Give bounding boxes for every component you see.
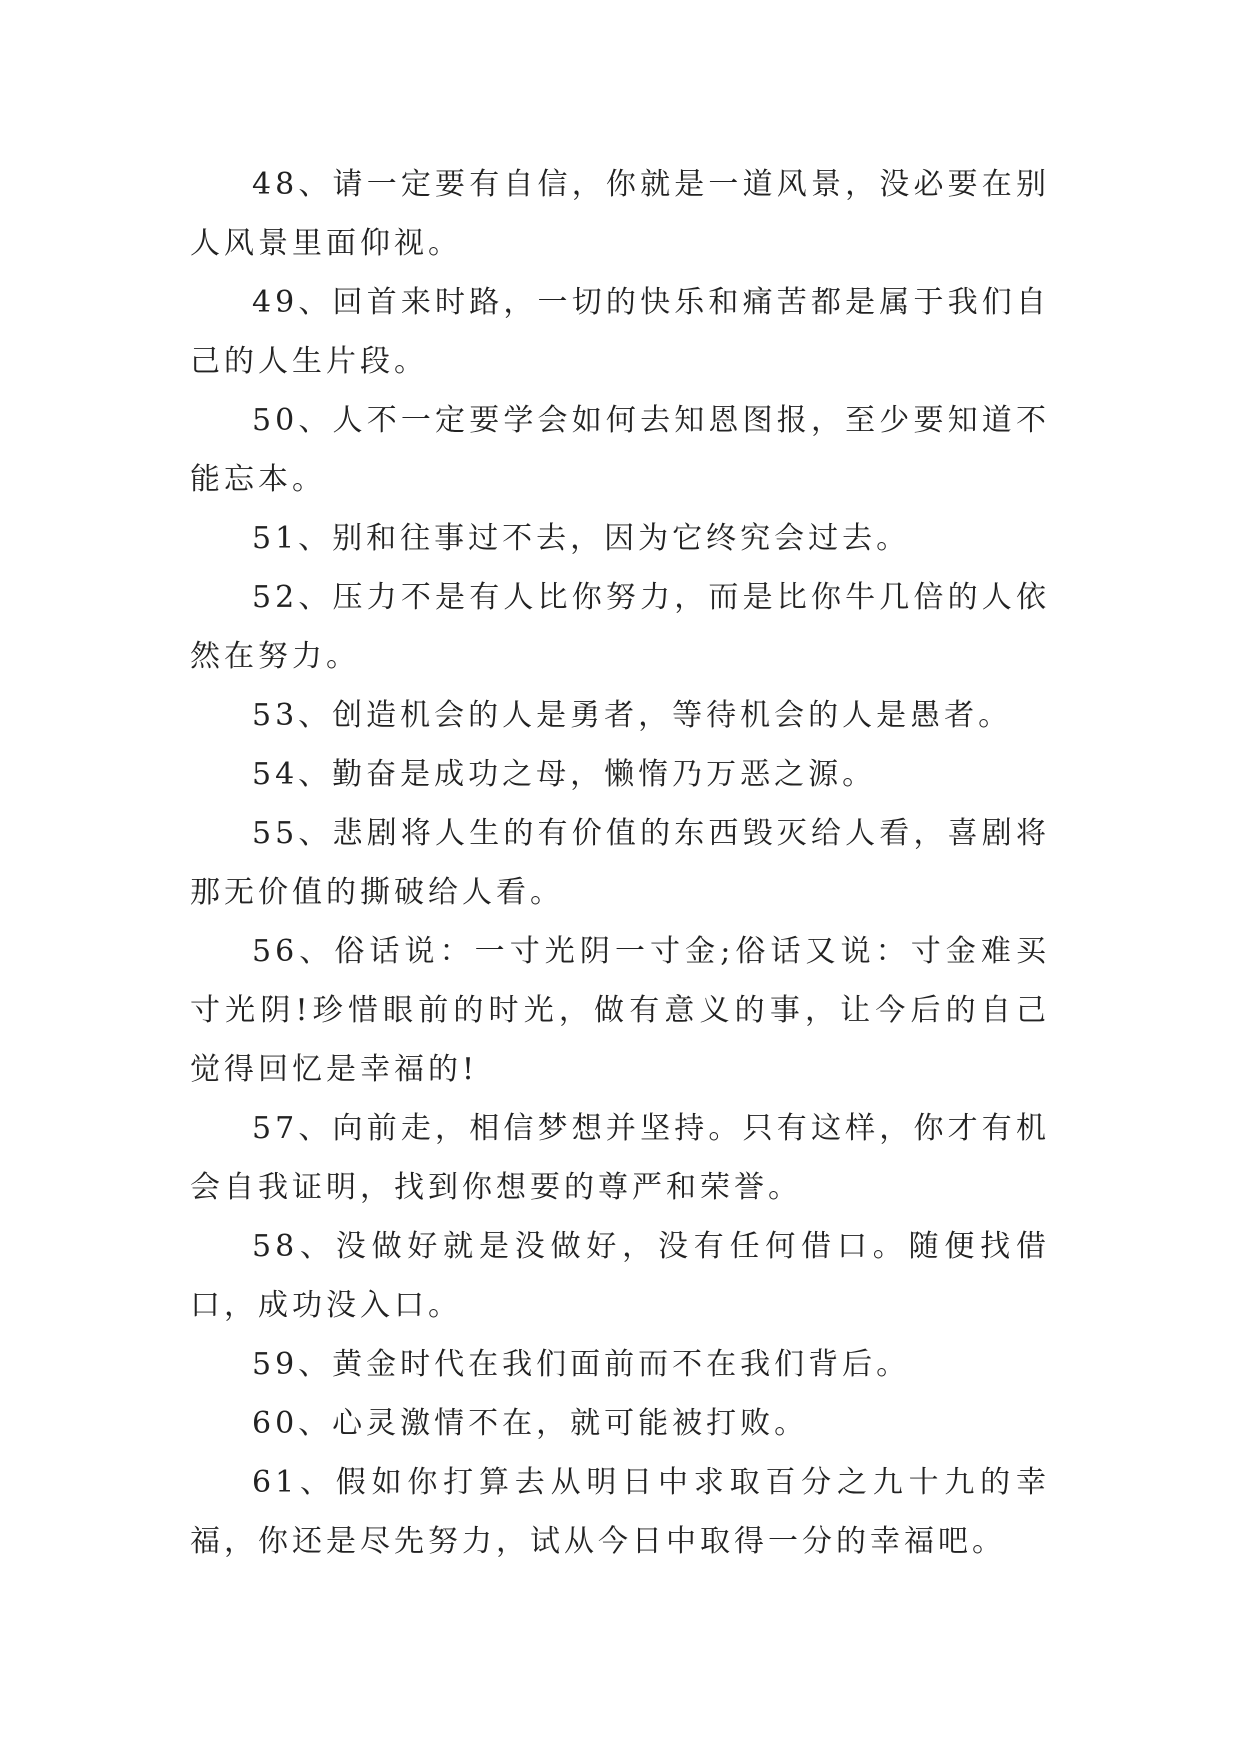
paragraph-55: 55、悲剧将人生的有价值的东西毁灭给人看，喜剧将那无价值的撕破给人看。: [190, 816, 1050, 910]
paragraph-48: 48、请一定要有自信，你就是一道风景，没必要在别人风景里面仰视。: [190, 167, 1050, 261]
paragraph-58: 58、没做好就是没做好，没有任何借口。随便找借口，成功没入口。: [190, 1229, 1050, 1323]
paragraph-49: 49、回首来时路，一切的快乐和痛苦都是属于我们自己的人生片段。: [190, 285, 1050, 379]
paragraph-61: 61、假如你打算去从明日中求取百分之九十九的幸福，你还是尽先努力，试从今日中取得一分的幸福吧。: [190, 1465, 1050, 1559]
paragraph-56: 56、俗话说：一寸光阴一寸金;俗话又说：寸金难买寸光阴!珍惜眼前的时光，做有意义的事，让今后的自己觉得回忆是幸福的!: [190, 934, 1050, 1087]
paragraph-53: 53、创造机会的人是勇者，等待机会的人是愚者。: [252, 698, 1013, 733]
document-body: [190, 155, 1050, 1571]
paragraph-54: 54、勤奋是成功之母，懒惰乃万恶之源。: [252, 757, 877, 792]
paragraph-57: 57、向前走，相信梦想并坚持。只有这样，你才有机会自我证明，找到你想要的尊严和荣誉。: [190, 1111, 1050, 1205]
paragraph-51: 51、别和往事过不去，因为它终究会过去。: [252, 521, 911, 556]
paragraph-50: 50、人不一定要学会如何去知恩图报，至少要知道不能忘本。: [190, 403, 1050, 497]
paragraph-52: 52、压力不是有人比你努力，而是比你牛几倍的人依然在努力。: [190, 580, 1050, 674]
paragraph-59: 59、黄金时代在我们面前而不在我们背后。: [252, 1347, 911, 1382]
paragraph-60: 60、心灵激情不在，就可能被打败。: [252, 1406, 809, 1441]
